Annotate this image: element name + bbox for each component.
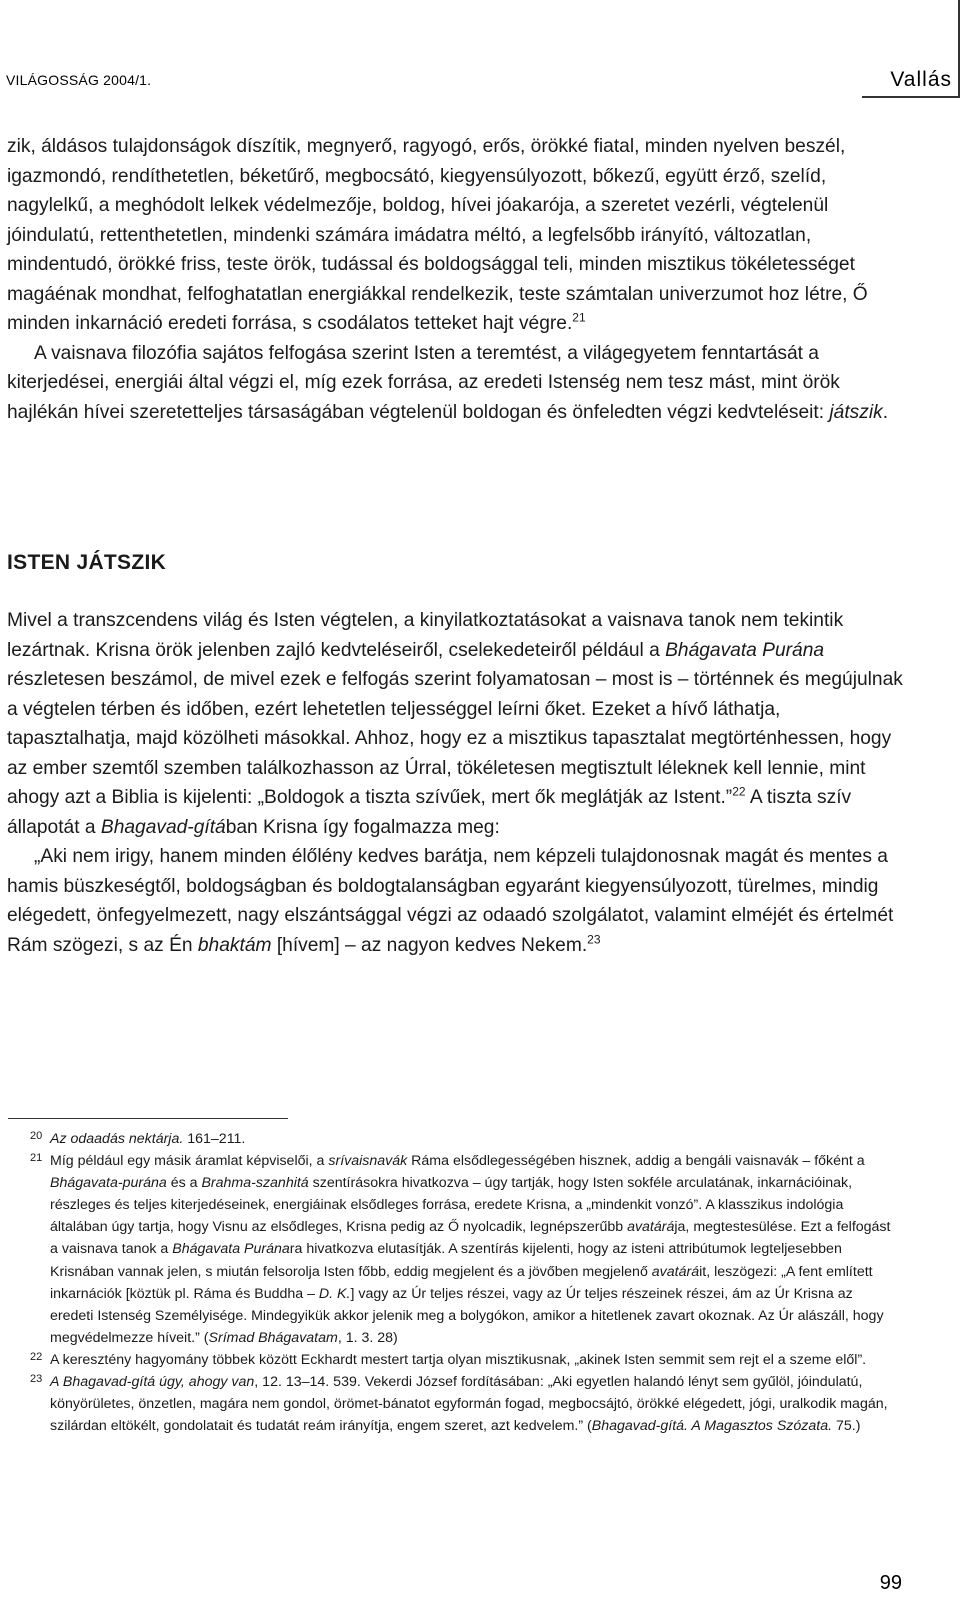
footnote-21-text-a: Míg például egy másik áramlat képviselői, a: [50, 1153, 329, 1170]
footnote-21-text-h: ] vagy az Úr teljes részei, vagy az Úr teljes részeinek részei, ám az Úr Krisna az eredeti Istenség Személyisége. Mindegyikük akkor jelenik meg a bolygókon, amikor a hitetlenek zavart okoznak. Az Úr alászáll, hogy megvédelmezze híveit.” (: [50, 1285, 884, 1346]
body-text-top: [7, 132, 903, 427]
footnote-21-italic-5: Bhágavata Purána: [172, 1241, 290, 1258]
header-frame-horizontal-line: [862, 96, 960, 98]
footnote-ref-21[interactable]: 21: [572, 310, 586, 325]
paragraph-3-text-d: ban Krisna így fogalmazza meg:: [225, 816, 500, 838]
footnote-21-italic-6: avatárá: [651, 1263, 700, 1280]
footnote-21-italic-4: avatárá: [627, 1219, 675, 1236]
footnote-21-text-e: ja, megtestesülése. Ezt a felfogást a vaisnava tanok a: [50, 1219, 891, 1258]
footnote-23: [30, 1371, 898, 1437]
paragraph-4-quote: [7, 842, 903, 960]
footnote-21-text-d: szentírásokra hivatkozva – úgy tartják, hogy Isten sokféle arculatának, inkarnációinak, részleges és teljes kiterjedéseinek, energiáinak elsődleges forrása, eredete Krisna, a „mindenkit vonzó”. A klasszikus indológia általában úgy tartja, hogy Visnu az elsődleges, Krisna pedig az Ő nyolcadik, legnépszerűbb: [50, 1175, 853, 1236]
footnote-21-italic-3: Brahma-szanhitá: [201, 1175, 309, 1192]
body-text-bottom: [7, 606, 903, 960]
footnote-23-number: 23: [30, 1373, 43, 1386]
footnote-22-number: 22: [30, 1350, 43, 1363]
paragraph-1-text: zik, áldásos tulajdonságok díszítik, megnyerő, ragyogó, erős, örökké fiatal, minden nyelven beszél, igazmondó, rendíthetetlen, béketűrő, megbocsátó, kiegyensúlyozott, bőkezű, együtt érző, szelíd, nagylelkű, a meghódolt lelkek védelmezője, boldog, hívei jóakarója, a szeretet vezérli, végtelenül jóindulatú, rettenthetetlen, mindenki számára imádatra méltó, a legfelsőbb irányító, változatlan, mindentudó, örökké friss, teste örök, tudással és boldogsággal teli, minden misztikus tökéletességet magáénak mondhat, felfoghatatlan energiákkal rendelkezik, teste számtalan univerzumot hoz létre, Ő minden inkarnáció eredeti forrása, s csodálatos tetteket hajt végre.: [7, 136, 868, 334]
footnote-21-italic-1: srívaisnavák: [328, 1153, 408, 1170]
paragraph-1: [7, 132, 903, 339]
footnote-21-italic-2: Bhágavata-purána: [50, 1175, 167, 1192]
paragraph-3-italic-2: Bhagavad-gítá: [100, 816, 226, 838]
footnote-23-italic-1: A Bhagavad-gítá úgy, ahogy van: [50, 1374, 255, 1391]
footnote-22-text: A keresztény hagyomány többek között Eckhardt mestert tartja olyan misztikusnak, „akinek Isten semmit sem rejt el a szeme elől”.: [50, 1351, 867, 1368]
footnote-21-text-j: , 1. 3. 28): [337, 1329, 398, 1346]
footnote-ref-23[interactable]: 23: [587, 932, 601, 947]
footnote-20: [30, 1128, 898, 1150]
page-number: 99: [879, 1572, 902, 1594]
footnote-20-italic: Az odaadás nektárja.: [50, 1131, 184, 1147]
paragraph-3-text-a: Mivel a transzcendens világ és Isten végtelen, a kinyilatkoztatásokat a vaisnava tanok nem tekintik lezártnak. Krisna örök jelenben zajló kedvteléseiről, cselekedeteiről például a: [7, 610, 844, 661]
footnotes: [30, 1128, 898, 1437]
journal-title: VILÁGOSSÁG 2004/1.: [6, 72, 152, 88]
footnote-21-text-f: ra hivatkozva elutasítják. A szentírás kijelenti, hogy az isteni attribútumok legteljesebben Krisnában vannak jelen, s miután felsorolja Isten főbb, eddig megjelent és a jövőben megjelenő: [50, 1241, 842, 1280]
footnote-21-number: 21: [30, 1152, 43, 1165]
footnote-21-text-c: és a: [166, 1175, 202, 1192]
footnote-20-number: 20: [30, 1130, 43, 1142]
footnote-separator: [8, 1118, 288, 1119]
footnote-23-text-a: , 12. 13–14. 539. Vekerdi József fordításában: „Aki egyetlen halandó lényt sem gyűlöl, jóindulatú, könyörületes, önzetlen, magára nem gondol, örömet-bánatot egyformán fogad, megbocsájtó, örökké elégedett, jógi, uralkodik magán, szilárdan eltökélt, gondolatait és tudatát reám irányítja, engem szeret, azt kedvelem.” (: [50, 1374, 888, 1435]
footnote-21-italic-7: D. K.: [318, 1285, 351, 1302]
footnote-20-text: 161–211.: [183, 1131, 246, 1147]
footnote-ref-22[interactable]: 22: [732, 784, 746, 799]
paragraph-4-text-b: [hívem] – az nagyon kedves Nekem.: [271, 934, 588, 956]
paragraph-4-italic: bhaktám: [197, 934, 272, 956]
paragraph-2-end: .: [882, 401, 889, 423]
footnote-23-italic-2: Bhagavad-gítá. A Magasztos Szózata.: [591, 1418, 833, 1435]
section-heading: ISTEN JÁTSZIK: [7, 551, 167, 574]
paragraph-4-text-a: „Aki nem irigy, hanem minden élőlény kedves barátja, nem képzeli tulajdonosnak magát és mentes a hamis büszkeségtől, boldogságban és boldogtalanságban egyaránt kiegyensúlyozott, türelmes, mindig elégedett, önfegyelmezett, nagy elszántsággal végzi az odaadó szolgálatot, valamint elméjét és értelmét Rám szögezi, s az Én: [7, 846, 894, 956]
paragraph-2: [7, 339, 903, 428]
footnote-21: [30, 1150, 898, 1349]
section-title: Vallás: [890, 68, 952, 91]
paragraph-3-text-c: A tiszta szív állapotát a: [7, 787, 852, 838]
footnote-21-italic-8: Srímad Bhágavatam: [208, 1329, 338, 1346]
footnote-21-text-g: it, leszögezi: „A fent említett inkarnációk [köztük pl. Ráma és Buddha –: [50, 1263, 873, 1302]
paragraph-2-text: A vaisnava filozófia sajátos felfogása szerint Isten a teremtést, a világegyetem fenntartását a kiterjedései, energiái által végzi el, míg ezek forrása, az eredeti Istenség nem tesz mást, mint örök hajlékán hívei szeretetteljes társaságában végtelenül boldogan és önfeledten végzi kedvteléseit:: [7, 342, 840, 423]
paragraph-3-italic-1: Bhágavata Purána: [665, 639, 825, 661]
paragraph-3-text-b: részletesen beszámol, de mivel ezek e felfogás szerint folyamatosan – most is – történnek és megújulnak a végtelen térben és időben, ezért lehetetlen teljességgel leírni őket. Ezeket a hívő láthatja, tapasztalhatja, majd közölheti másokkal. Ahhoz, hogy ez a misztikus tapasztalat megtörténhessen, hogy az ember szemtől szemben találkozhasson az Úrral, tökéletesen megtisztult léleknek kell lennie, mint ahogy azt a Biblia is kijelenti: „Boldogok a tiszta szívűek, mert ők meglátják az Istent.”: [7, 669, 903, 808]
footnote-22: [30, 1349, 898, 1371]
paragraph-3: [7, 606, 903, 842]
footnote-21-text-b: Ráma elsődlegességében hisznek, addig a bengáli vaisnavák – főként a: [407, 1153, 865, 1170]
footnote-23-text-b: 75.): [832, 1418, 861, 1435]
paragraph-2-italic: játszik: [829, 401, 883, 423]
